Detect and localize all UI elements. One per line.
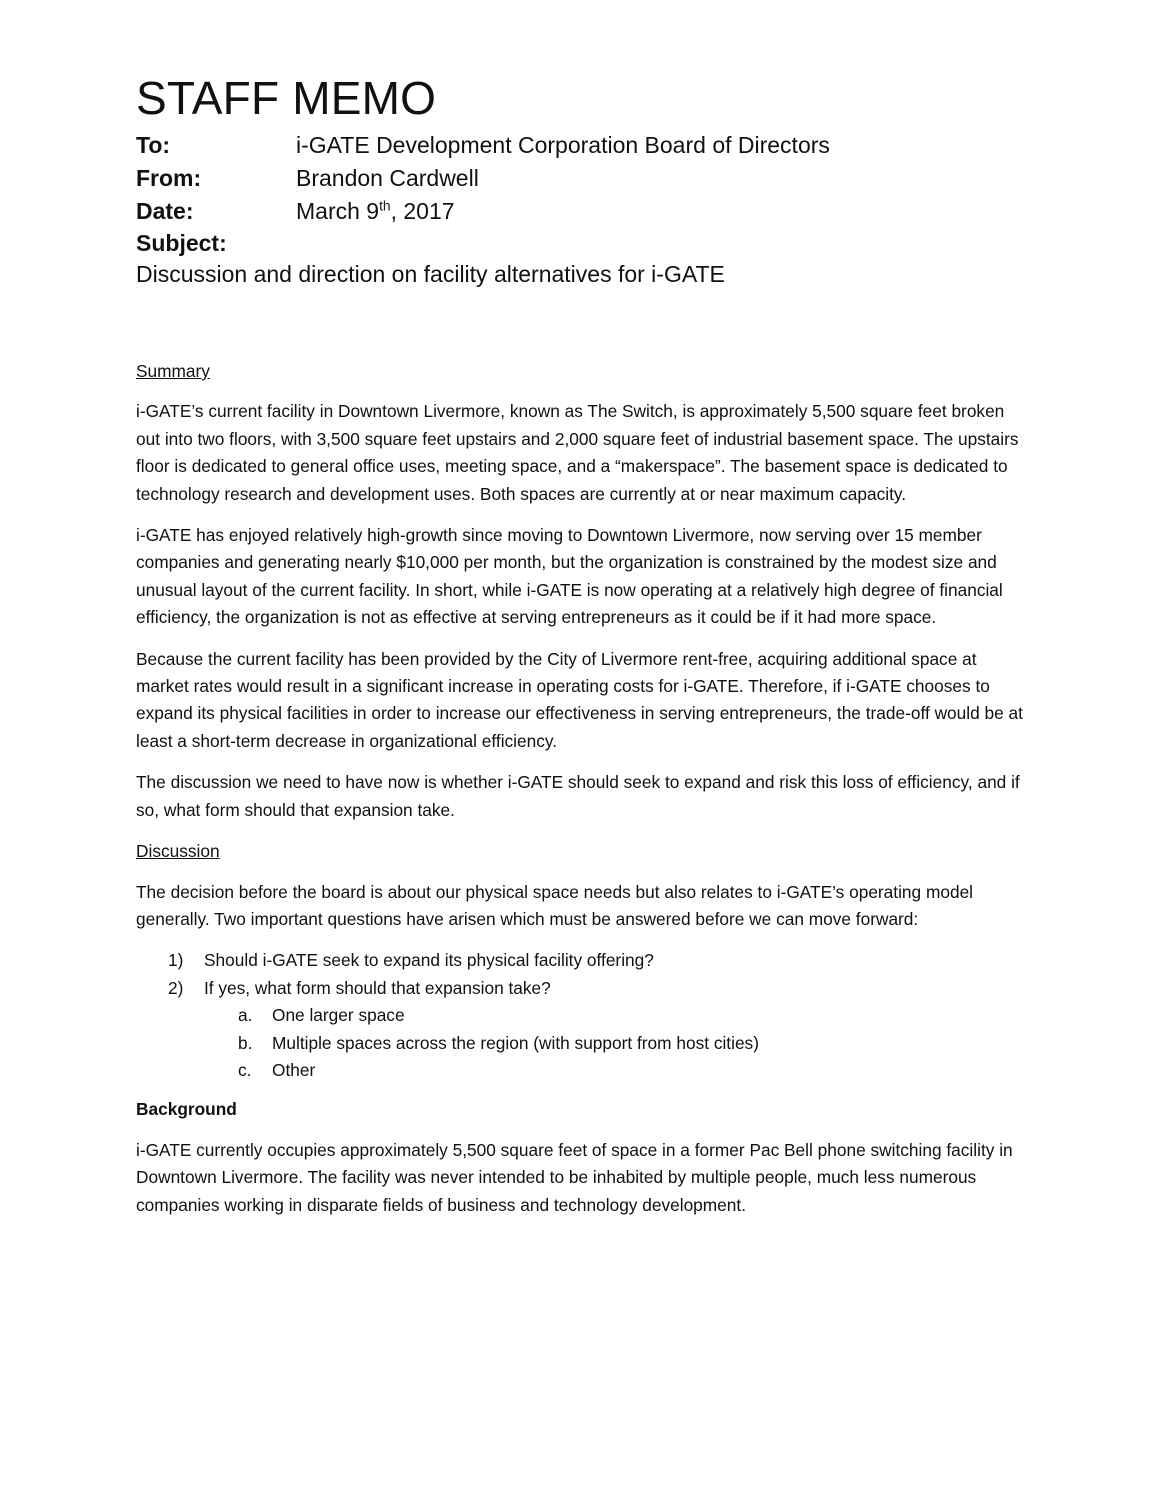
option-letter: a.: [238, 1005, 253, 1026]
memo-body: [136, 358, 1026, 1233]
discussion-heading: Discussion: [136, 841, 220, 862]
question-number: 2): [168, 977, 184, 998]
option-letter: c.: [238, 1059, 252, 1080]
background-heading: Background: [136, 1099, 237, 1120]
question-list: [136, 947, 1026, 1084]
question-text: Should i-GATE seek to expand its physical facility offering?: [204, 950, 654, 971]
date-month-day: March 9: [296, 198, 380, 224]
to-row: [136, 130, 830, 160]
from-row: [136, 163, 479, 193]
background-paragraph: i-GATE currently occupies approximately 5,500 square feet of space in a former Pac Bell phone switching facility in Downtown Livermore. The facility was never intended to be inhabited by multiple people, much less numerous companies working in disparate fields of business and technology development.: [136, 1139, 1013, 1215]
subject-row: [136, 228, 296, 258]
option-list-wrapper: [136, 1002, 1026, 1084]
question-item: [136, 975, 1026, 1002]
option-list: [136, 1002, 1026, 1084]
date-suffix: th: [379, 198, 391, 214]
discussion-intro: The decision before the board is about our physical space needs but also relates to i-GATE’s operating model generally. Two important questions have arisen which must be answered before we can move forward:: [136, 881, 974, 929]
summary-paragraph: Because the current facility has been provided by the City of Livermore rent-free, acquiring additional space at market rates would result in a significant increase in operating costs for i-GATE. Therefore, if i-GATE chooses to expand its physical facilities in order to increase our effectiveness in serving entrepreneurs, the trade-off would be at least a short-term decrease in organizational efficiency.: [136, 648, 1023, 751]
option-item: [136, 1057, 1026, 1084]
to-value: i-GATE Development Corporation Board of Directors: [296, 132, 830, 158]
summary-paragraph: The discussion we need to have now is whether i-GATE should seek to expand and risk this loss of efficiency, and if so, what form should that expansion take.: [136, 772, 1020, 820]
option-item: [136, 1002, 1026, 1029]
subject-label: Subject:: [136, 230, 227, 256]
question-item: [136, 947, 1026, 974]
summary-heading: Summary: [136, 361, 210, 381]
option-text: One larger space: [272, 1005, 405, 1026]
from-label: From:: [136, 165, 202, 191]
memo-title: STAFF MEMO: [136, 72, 437, 124]
option-text: Multiple spaces across the region (with support from host cities): [272, 1032, 759, 1053]
subject-value: Discussion and direction on facility alternatives for i-GATE: [136, 261, 725, 287]
question-text: If yes, what form should that expansion take?: [204, 977, 551, 998]
from-value: Brandon Cardwell: [296, 165, 479, 191]
summary-paragraph: i-GATE has enjoyed relatively high-growth since moving to Downtown Livermore, now serving over 15 member companies and generating nearly $10,000 per month, but the organization is constrained by the modest size and unusual layout of the current facility. In short, while i-GATE is now operating at a relatively high degree of financial efficiency, the organization is not as effective at serving entrepreneurs as it could be if it had more space.: [136, 525, 1003, 628]
to-label: To:: [136, 132, 171, 158]
question-number: 1): [168, 950, 184, 971]
option-letter: b.: [238, 1032, 253, 1053]
option-text: Other: [272, 1059, 316, 1080]
date-row: [136, 196, 455, 226]
summary-paragraph: i-GATE’s current facility in Downtown Livermore, known as The Switch, is approximately 5,500 square feet broken out into two floors, with 3,500 square feet upstairs and 2,000 square feet of industrial basement space. The upstairs floor is dedicated to general office uses, meeting space, and a “makerspace”. The basement space is dedicated to technology research and development uses. Both spaces are currently at or near maximum capacity.: [136, 401, 1019, 504]
date-value: [296, 196, 455, 226]
date-year: , 2017: [390, 198, 455, 224]
date-label: Date:: [136, 198, 194, 224]
option-item: [136, 1030, 1026, 1057]
